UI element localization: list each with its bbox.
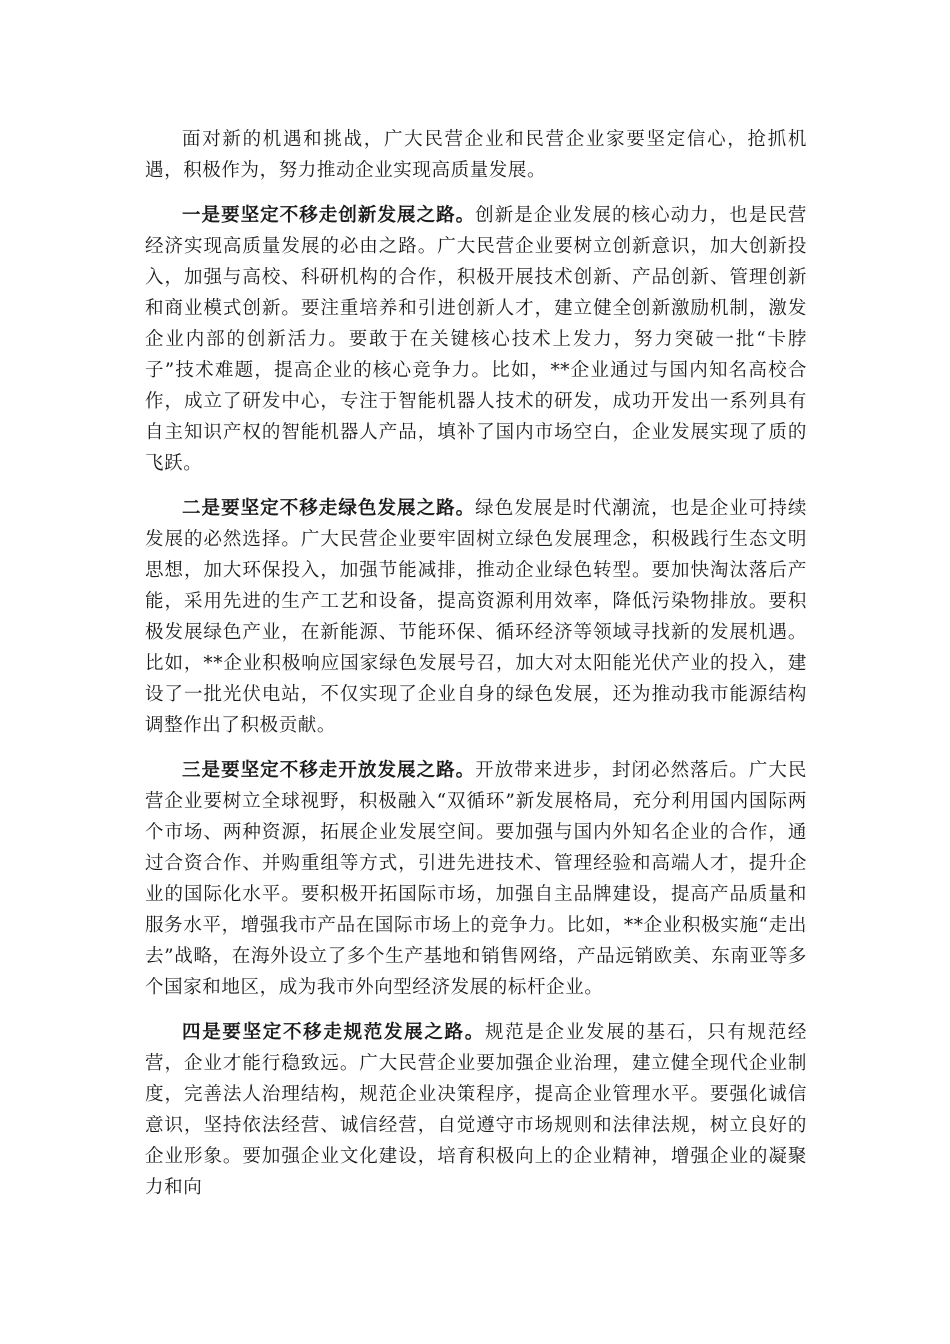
document-body — [145, 124, 807, 1217]
paragraph-innovation — [145, 200, 807, 479]
paragraph-text: 绿色发展是时代潮流，也是企业可持续发展的必然选择。广大民营企业要牢固树立绿色发展理念，积极践行生态文明思想，加大环保投入，加强节能减排，推动企业绿色转型。要加快淘汰落后产能，采用先进的生产工艺和设备，提高资源利用效率，降低污染物排放。要积极发展绿色产业，在新能源、节能环保、循环经济等领域寻找新的发展机遇。比如，**企业积极响应国家绿色发展号召，加大对太阳能光伏产业的投入，建设了一批光伏电站，不仅实现了企业自身的绿色发展，还为推动我市能源结构调整作出了积极贡献。 — [145, 498, 807, 736]
paragraph-green — [145, 493, 807, 741]
paragraph-lead: 三是要坚定不移走开放发展之路。 — [182, 760, 476, 781]
paragraph-open — [145, 755, 807, 1003]
paragraph-text: 面对新的机遇和挑战，广大民营企业和民营企业家要坚定信心，抢抓机遇，积极作为，努力推动企业实现高质量发展。 — [145, 129, 807, 181]
paragraph-text: 开放带来进步，封闭必然落后。广大民营企业要树立全球视野，积极融入“双循环”新发展格局，充分利用国内国际两个市场、两种资源，拓展企业发展空间。要加强与国内外知名企业的合作，通过合资合作、并购重组等方式，引进先进技术、管理经验和高端人才，提升企业的国际化水平。要积极开拓国际市场，加强自主品牌建设，提高产品质量和服务水平，增强我市产品在国际市场上的竞争力。比如，**企业积极实施“走出去”战略，在海外设立了多个生产基地和销售网络，产品远销欧美、东南亚等多个国家和地区，成为我市外向型经济发展的标杆企业。 — [145, 760, 807, 998]
paragraph-text: 创新是企业发展的核心动力，也是民营经济实现高质量发展的必由之路。广大民营企业要树立创新意识，加大创新投入，加强与高校、科研机构的合作，积极开展技术创新、产品创新、管理创新和商业模式创新。要注重培养和引进创新人才，建立健全创新激励机制，激发企业内部的创新活力。要敢于在关键核心技术上发力，努力突破一批“卡脖子”技术难题，提高企业的核心竞争力。比如，**企业通过与国内知名高校合作，成立了研发中心，专注于智能机器人技术的研发，成功开发出一系列具有自主知识产权的智能机器人产品，填补了国内市场空白，企业发展实现了质的飞跃。 — [145, 205, 807, 474]
paragraph-lead: 四是要坚定不移走规范发展之路。 — [182, 1022, 485, 1043]
paragraph-standard — [145, 1017, 807, 1203]
intro-paragraph — [145, 124, 807, 186]
paragraph-lead: 一是要坚定不移走创新发展之路。 — [182, 205, 476, 226]
paragraph-lead: 二是要坚定不移走绿色发展之路。 — [182, 498, 476, 519]
paragraph-text: 规范是企业发展的基石，只有规范经营，企业才能行稳致远。广大民营企业要加强企业治理，建立健全现代企业制度，完善法人治理结构，规范企业决策程序，提高企业管理水平。要强化诚信意识，坚持依法经营、诚信经营，自觉遵守市场规则和法律法规，树立良好的企业形象。要加强企业文化建设，培育积极向上的企业精神，增强企业的凝聚力和向 — [145, 1022, 807, 1198]
